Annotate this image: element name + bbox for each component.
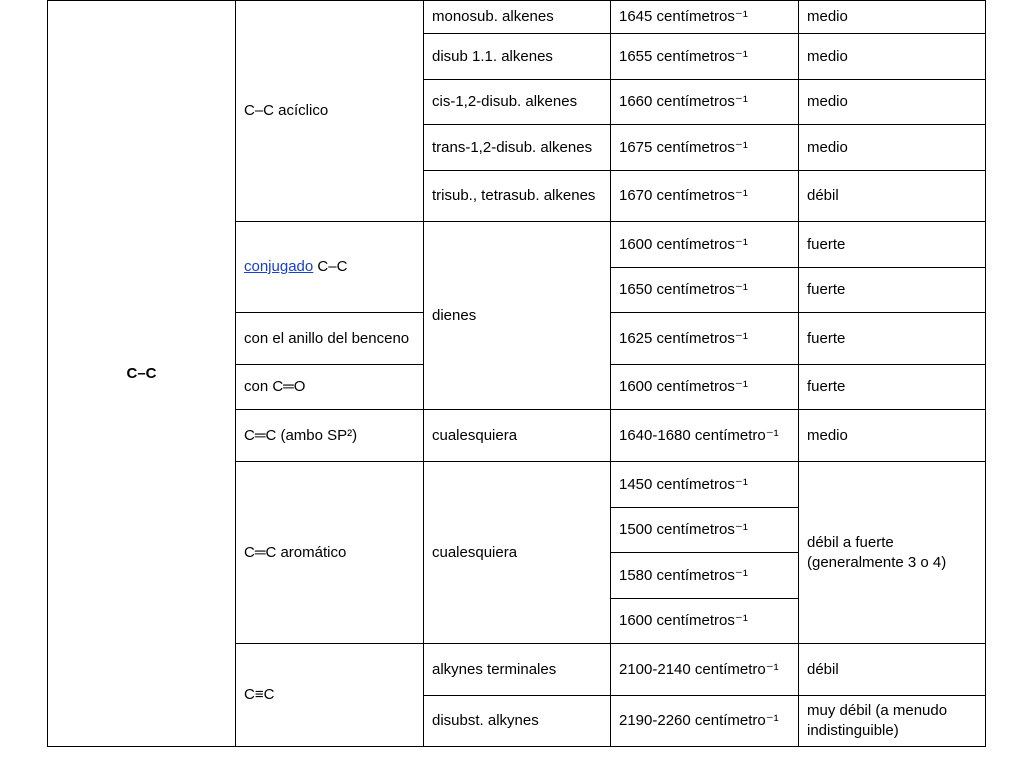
intensity-cell: fuerte: [799, 365, 986, 410]
wavenumber-cell: 1660 centímetros⁻¹: [611, 80, 799, 125]
wavenumber-cell: 1600 centímetros⁻¹: [611, 365, 799, 410]
wavenumber-cell: 1600 centímetros⁻¹: [611, 599, 799, 644]
subtype-cell: C–C acíclico: [236, 1, 424, 222]
intensity-cell: medio: [799, 80, 986, 125]
intensity-cell: débil a fuerte (generalmente 3 o 4): [799, 462, 986, 644]
subtype-cell: con C═O: [236, 365, 424, 410]
intensity-cell: fuerte: [799, 268, 986, 313]
intensity-cell: medio: [799, 1, 986, 34]
compound-cell: cis-1,2-disub. alkenes: [424, 80, 611, 125]
wavenumber-cell: 1600 centímetros⁻¹: [611, 222, 799, 268]
subtype-label: C–C: [313, 258, 348, 275]
wavenumber-cell: 1500 centímetros⁻¹: [611, 508, 799, 553]
compound-cell: trans-1,2-disub. alkenes: [424, 125, 611, 171]
wavenumber-cell: 1625 centímetros⁻¹: [611, 313, 799, 365]
compound-cell: cualesquiera: [424, 410, 611, 462]
wavenumber-cell: 1645 centímetros⁻¹: [611, 1, 799, 34]
wavenumber-cell: 1650 centímetros⁻¹: [611, 268, 799, 313]
subtype-cell: [236, 222, 424, 313]
wavenumber-cell: 1670 centímetros⁻¹: [611, 171, 799, 222]
wavenumber-cell: 1580 centímetros⁻¹: [611, 553, 799, 599]
wavenumber-cell: 1675 centímetros⁻¹: [611, 125, 799, 171]
intensity-cell: medio: [799, 410, 986, 462]
intensity-cell: débil: [799, 171, 986, 222]
wavenumber-cell: 2100-2140 centímetro⁻¹: [611, 644, 799, 696]
compound-cell: dienes: [424, 222, 611, 410]
compound-cell: trisub., tetrasub. alkenes: [424, 171, 611, 222]
compound-cell: disub 1.1. alkenes: [424, 34, 611, 80]
compound-cell: monosub. alkenes: [424, 1, 611, 34]
wavenumber-cell: 2190-2260 centímetro⁻¹: [611, 696, 799, 747]
intensity-cell: fuerte: [799, 222, 986, 268]
subtype-cell: C≡C: [236, 644, 424, 747]
conjugado-link[interactable]: conjugado: [244, 258, 314, 275]
compound-cell: cualesquiera: [424, 462, 611, 644]
subtype-cell: con el anillo del benceno: [236, 313, 424, 365]
intensity-cell: débil: [799, 644, 986, 696]
table-row: [48, 1, 986, 34]
wavenumber-cell: 1450 centímetros⁻¹: [611, 462, 799, 508]
ir-absorption-table: [47, 0, 986, 747]
wavenumber-cell: 1640-1680 centímetro⁻¹: [611, 410, 799, 462]
intensity-cell: medio: [799, 34, 986, 80]
subtype-cell: C═C (ambo SP²): [236, 410, 424, 462]
intensity-cell: muy débil (a menudo indistinguible): [799, 696, 986, 747]
compound-cell: alkynes terminales: [424, 644, 611, 696]
bond-type-label: C–C: [126, 364, 157, 382]
compound-cell: disubst. alkynes: [424, 696, 611, 747]
intensity-cell: fuerte: [799, 313, 986, 365]
subtype-cell: C═C aromático: [236, 462, 424, 644]
wavenumber-cell: 1655 centímetros⁻¹: [611, 34, 799, 80]
bond-type-cell: [48, 1, 236, 747]
intensity-cell: medio: [799, 125, 986, 171]
